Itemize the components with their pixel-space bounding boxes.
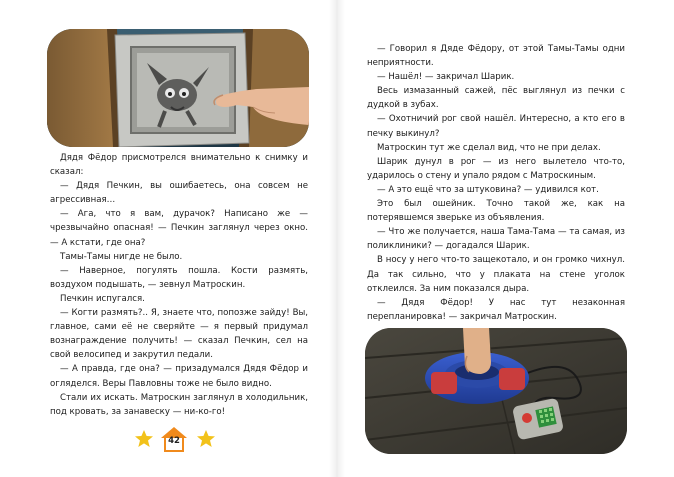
left-text-column: [50, 151, 308, 419]
paragraph: — Ага, что я вам, дурачок? Написано же — чрезвычайно опасная! — Печкин заглянул через окно. — А кстати, где она?: [50, 209, 308, 248]
paragraph: — Дядя Печкин, вы ошибаетесь, она совсем не агрессивная…: [50, 181, 308, 206]
paragraph: — Охотничий рог свой нашёл. Интересно, а кто его в печку выкинул?: [367, 114, 625, 139]
paragraph: — Что же получается, наша Тама-Тама — та самая, из поликлиники? — догадался Шарик.: [367, 227, 625, 252]
paragraph: — А это ещё что за штуковина? — удивился кот.: [377, 184, 599, 195]
paragraph: Печкин испугался.: [60, 293, 145, 304]
book-gutter: [329, 0, 345, 477]
paragraph: — Когти размять?.. Я, знаете что, попозже зайду! Вы, главное, сами её не сверяйте — я первый придумал вознаграждение получить! — сказал Печкин, сел на свой велосипед и закрутил педали.: [50, 308, 308, 361]
paragraph: — А правда, где она? — призадумался Дядя Фёдор и огляделся. Веры Павловны тоже не было видно.: [50, 364, 308, 389]
illustration-collar-device-drawing: [365, 328, 627, 454]
right-page: [337, 0, 674, 477]
star-icon: [135, 430, 153, 447]
paragraph: Шарик дунул в рог — из него вылетело что-то, ударилось о стену и упало рядом с Матроскиным.: [367, 156, 625, 181]
paragraph: — Дядя Фёдор! У нас тут незаконная перепланировка! — закричал Матроскин.: [367, 297, 625, 322]
page-number: 42: [168, 436, 180, 446]
paragraph: — Нашёл! — закричал Шарик.: [377, 72, 515, 83]
star-icon: [197, 430, 215, 447]
paragraph: Тамы-Тамы нигде не было.: [60, 251, 183, 262]
paragraph: В носу у него что-то защекотало, и он громко чихнул. Да так сильно, что у плаката на стене уголок отклеился. За ним показался дыра.: [367, 255, 625, 294]
illustration-pechkin-photo-drawing: [47, 29, 309, 147]
paragraph: Матроскин тут же сделал вид, что не при делах.: [377, 142, 601, 153]
illustration-pechkin-photo: [47, 29, 309, 147]
paragraph: — Говорил я Дяде Фёдору, от этой Тамы-Тамы одни неприятности.: [367, 44, 625, 69]
right-text-column: [367, 42, 625, 324]
page-number-badge: [135, 426, 215, 454]
paragraph: Стали их искать. Матроскин заглянул в холодильник, под кровать, за занавеску — ни-ко-го!: [50, 392, 308, 417]
paragraph: Это был ошейник. Точно такой же, как на потерявшемся зверьке из объявления.: [367, 199, 625, 224]
illustration-collar-device: [365, 328, 627, 454]
paragraph: Дядя Фёдор присмотрелся внимательно к снимку и сказал:: [50, 153, 308, 178]
paragraph: — Наверное, погулять пошла. Кости размять, воздухом подышать, — зевнул Матроскин.: [50, 265, 308, 290]
paragraph: Весь измазанный сажей, пёс выглянул из печки с дудкой в зубах.: [367, 86, 625, 111]
